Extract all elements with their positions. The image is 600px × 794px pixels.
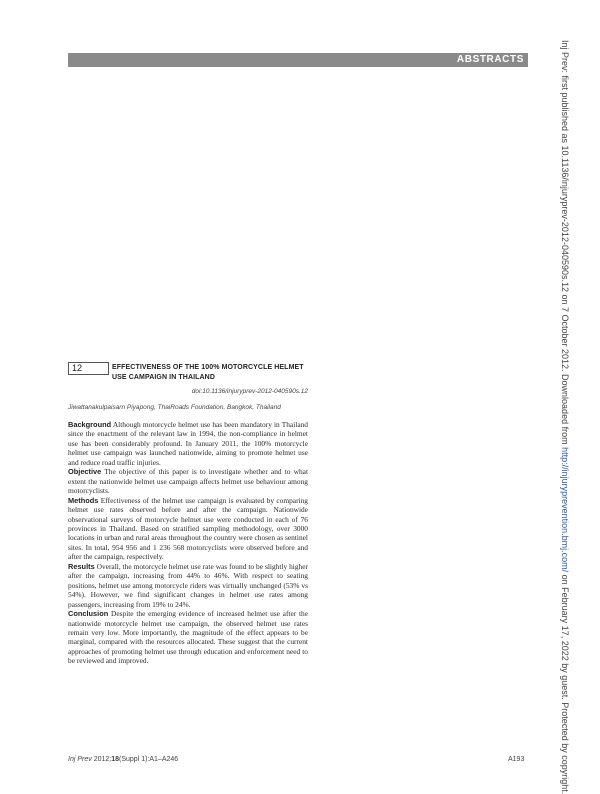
section-text: Despite the emerging evidence of increased helmet use after the nationwide motorcycle helmet use campaign, the observed helmet use rates remain very low. More importantly, the magnitude of the effect appears to be marginal, compared with the resources allocated. These suggest that the current approaches of promoting helmet use through education and enforcement need to be reviewed and improved. bbox=[68, 609, 309, 666]
section-label: ABSTRACTS bbox=[456, 54, 524, 65]
section-results bbox=[68, 562, 308, 609]
side-note-prefix: Inj Prev: first published as 10.1136/injuryprev-2012-040590s.12 on 7 October 2012. Downloaded from bbox=[560, 40, 570, 448]
copyright-side-note bbox=[560, 40, 569, 794]
footer-citation bbox=[68, 756, 178, 763]
section-text: Effectiveness of the helmet use campaign is evaluated by comparing helmet use rates observed before and after the campaign. Nationwide observational surveys of motorcycle helmet use were conducted in each of 76 provinces in Thailand. Based on stratified sampling methodology, over 3000 locations in urban and rural areas throughout the country were chosen as sentinel sites. In total, 954 956 and 1 236 568 motorcyclists were observed before and after the campaign, respectively. bbox=[68, 495, 308, 562]
section-objective bbox=[68, 467, 308, 495]
footer-journal: Inj Prev bbox=[68, 756, 92, 763]
section-heading: Methods bbox=[68, 495, 99, 505]
section-heading: Conclusion bbox=[68, 609, 109, 619]
section-heading: Background bbox=[68, 420, 112, 429]
footer-year: 2012; bbox=[93, 756, 112, 763]
section-text: Although motorcycle helmet use has been mandatory in Thailand since the enactment of the relevant law in 1994, the non-compliance in helmet use has been considerably profound. In January 2011, the 100% motorcycle helmet use campaign was launched nationwide, aiming to promote helmet use and reduce road traffic injuries. bbox=[68, 420, 308, 467]
section-heading: Objective bbox=[68, 467, 102, 477]
abstract-body bbox=[68, 420, 308, 666]
abstract-doi: doi:10.1136/injuryprev-2012-040590s.12 bbox=[191, 388, 308, 395]
section-text: The objective of this paper is to investigate whether and to what extent the nationwide helmet use campaign affects helmet use behaviour among motorcyclists. bbox=[68, 467, 308, 496]
section-heading: Results bbox=[68, 561, 95, 571]
section-conclusion bbox=[68, 609, 308, 666]
section-methods bbox=[68, 496, 308, 562]
footer-volume: 18 bbox=[111, 756, 120, 763]
journal-link[interactable]: http://injuryprevention.bmj.com/ bbox=[560, 447, 570, 573]
page-number: A193 bbox=[508, 756, 525, 763]
author-affiliation: Jiwattanakulpaisarn Piyapong, ThaiRoads Foundation, Bangkok, Thailand bbox=[68, 404, 281, 411]
side-note-suffix: on February 17, 2022 by guest. Protected by copyright. bbox=[560, 572, 570, 794]
section-text: Overall, the motorcycle helmet use rate was found to be slightly higher after the campaign, increasing from 44% to 46%. With respect to seating positions, helmet use among motorcycle riders was virtually unchanged (53% vs 54%). However, we find significant changes in helmet use rates among passengers, increasing from 19% to 24%. bbox=[68, 561, 308, 609]
abstract-number: 12 bbox=[68, 362, 109, 375]
section-background bbox=[68, 420, 308, 467]
abstract-title: EFFECTIVENESS OF THE 100% MOTORCYCLE HELMET USE CAMPAIGN IN THAILAND bbox=[112, 364, 304, 381]
footer-issue: (Suppl 1):A1–A246 bbox=[119, 756, 179, 763]
section-header-bar bbox=[68, 53, 528, 67]
